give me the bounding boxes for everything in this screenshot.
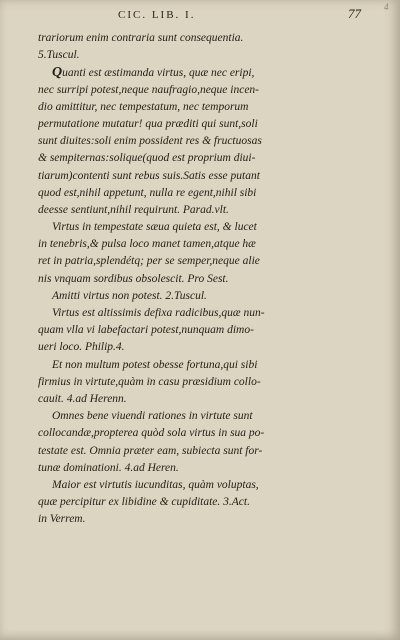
text-line: in tenebris,& pulsa loco manet tamen,atque hæ bbox=[38, 238, 256, 251]
text-line: quæ percipitur ex libidine & cupiditate. 3.Act. bbox=[38, 496, 250, 509]
text-line: collocandæ,propterea quòd sola virtus in sua po- bbox=[38, 427, 265, 440]
text-line: tiarum)contenti sunt rebus suis.Satis esse putant bbox=[38, 169, 260, 182]
text-line: trariorum enim contraria sunt consequentia. bbox=[38, 32, 244, 44]
text-line: Virtus in tempestate sæua quieta est, & lucet bbox=[52, 221, 257, 234]
text-line: dio amittitur, nec tempestatum, nec temporum bbox=[38, 100, 249, 113]
text-line: Virtus est altissimis defixa radicibus,quæ nun- bbox=[52, 307, 265, 319]
text-line: cauit. 4.ad Herenn. bbox=[38, 392, 127, 405]
text-line: Quanti est æstimanda virtus, quæ nec eripi, bbox=[52, 65, 255, 81]
page-number: 77 bbox=[348, 6, 361, 21]
pencil-mark: 4 bbox=[384, 2, 389, 12]
text-line: quam vlla vi labefactari potest,nunquam dimo- bbox=[38, 324, 254, 337]
text-line: firmius in virtute,quàm in casu præsidium collo- bbox=[38, 375, 261, 388]
initial-capital: Q bbox=[52, 65, 63, 81]
text-line: quod est,nihil appetunt, nulla re egent,nihil sibi bbox=[38, 186, 257, 199]
text-line: in Verrem. bbox=[38, 513, 86, 526]
text-line: Et non multum potest obesse fortuna,qui sibi bbox=[52, 358, 258, 371]
text-line: tunæ dominationi. 4.ad Heren. bbox=[38, 461, 179, 474]
text-line: sunt diuites:soli enim possident res & fructuosas bbox=[38, 135, 262, 148]
text-body bbox=[38, 30, 356, 528]
text-line: 5.Tuscul. bbox=[38, 49, 80, 62]
text-line: permutatione mutatur! qua præditi qui sunt,soli bbox=[38, 117, 258, 130]
text-line: deesse sentiunt,nihil requirunt. Parad.vlt. bbox=[38, 203, 229, 216]
text-line: Omnes bene viuendi rationes in virtute sunt bbox=[52, 410, 253, 423]
text-line: Amitti virtus non potest. 2.Tuscul. bbox=[52, 289, 207, 302]
text-line: nis vnquam sordibus obsolescit. Pro Sest. bbox=[38, 272, 229, 285]
text-line: & sempiternas:solique(quod est proprium diui- bbox=[38, 152, 256, 165]
text-line: ueri loco. Philip.4. bbox=[38, 341, 125, 354]
text-line: ret in patria,splendétq; per se semper,neque alie bbox=[38, 255, 260, 268]
text-line: testate est. Omnia præter eam, subiecta sunt for- bbox=[38, 444, 263, 457]
text-line: Maior est virtutis iucunditas, quàm voluptas, bbox=[52, 478, 259, 491]
text-line: nec surripi potest,neque naufragio,neque incen- bbox=[38, 83, 260, 96]
running-title: CIC. LIB. I. bbox=[118, 9, 196, 21]
